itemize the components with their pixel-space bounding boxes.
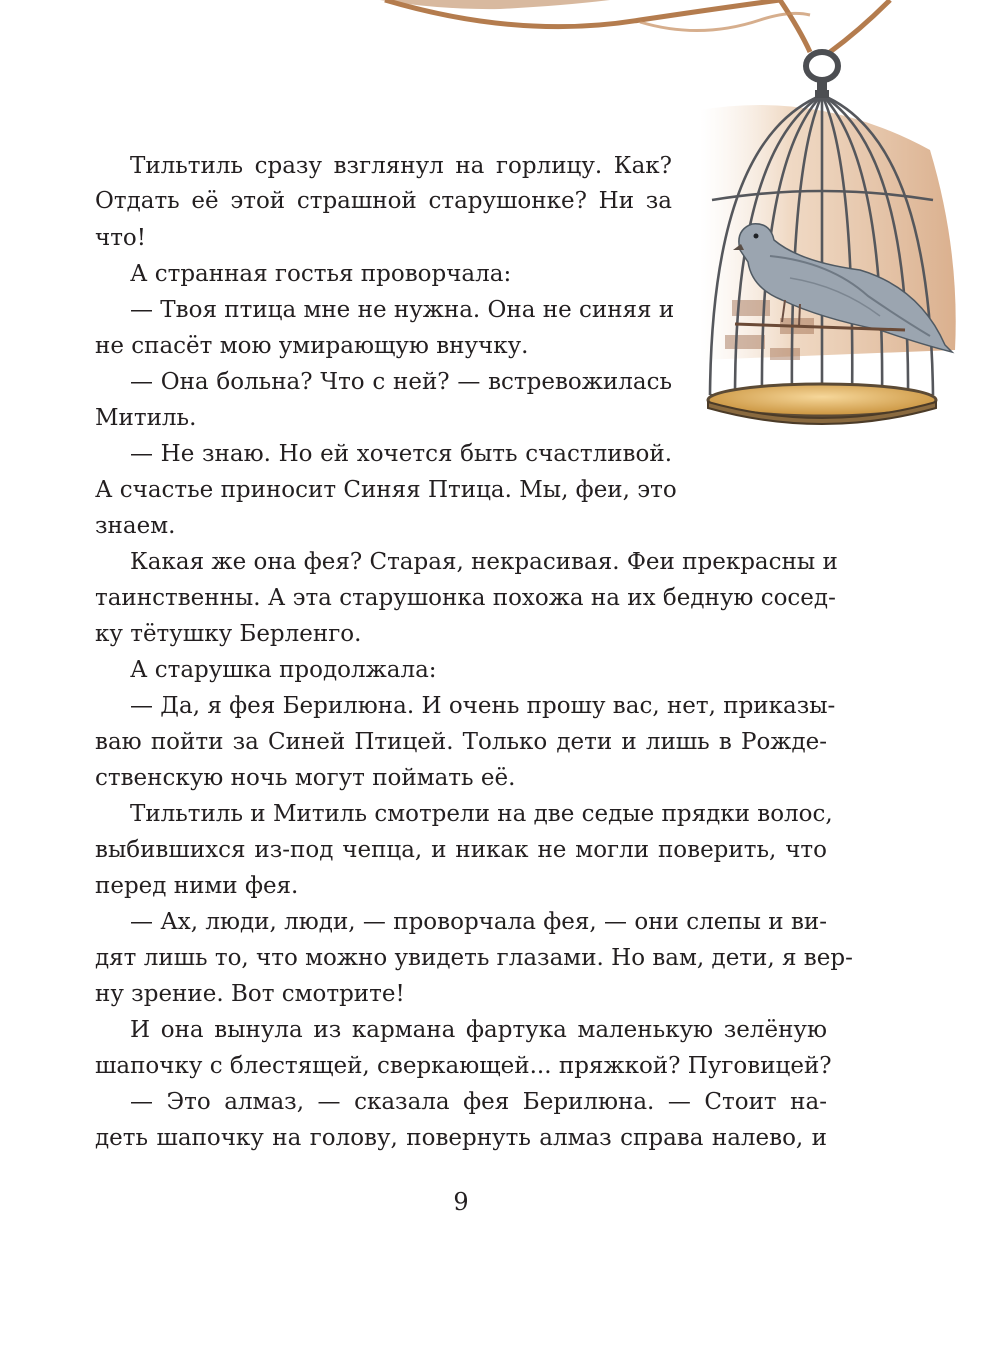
text-line: ваю пойти за Синей Птицей. Только дети и лишь в Рожде- [95, 729, 827, 755]
text-line: ственскую ночь могут поймать её. [95, 765, 516, 791]
text-line: Отдать её этой страшной старушонке? Ни за [95, 188, 672, 214]
text-line: шапочку с блестящей, сверкающей... пряжкой? Пуговицей? [95, 1053, 832, 1079]
text-line: перед ними фея. [95, 873, 299, 899]
text-line: И она вынула из кармана фартука маленькую зелёную [130, 1017, 827, 1043]
text-line: что! [95, 225, 147, 251]
text-line: не спасёт мою умирающую внучку. [95, 333, 529, 359]
text-line: Тильтиль сразу взглянул на горлицу. Как? [130, 153, 672, 179]
text-line: — Да, я фея Берилюна. И очень прошу вас, нет, приказы- [130, 693, 836, 719]
text-line: А странная гостья проворчала: [130, 261, 512, 287]
text-line: Тильтиль и Митиль смотрели на две седые прядки волос, [130, 801, 833, 827]
text-line: — Это алмаз, — сказала фея Берилюна. — Стоит на- [130, 1089, 827, 1115]
text-line: деть шапочку на голову, повернуть алмаз справа налево, и [95, 1125, 827, 1151]
text-line: таинственны. А эта старушонка похожа на их бедную сосед- [95, 585, 836, 611]
text-line: — Твоя птица мне не нужна. Она не синяя и [130, 297, 675, 323]
text-line: — Ах, люди, люди, — проворчала фея, — они слепы и ви- [130, 909, 827, 935]
text-line: — Не знаю. Но ей хочется быть счастливой. [130, 441, 672, 467]
text-line: дят лишь то, что можно увидеть глазами. Но вам, дети, я вер- [95, 945, 853, 971]
text-line: знаем. [95, 513, 176, 539]
text-line: выбившихся из-под чепца, и никак не могли поверить, что [95, 837, 827, 863]
text-line: А счастье приносит Синяя Птица. Мы, феи, это [95, 477, 677, 503]
page-number: 9 [453, 1188, 469, 1216]
text-line: Митиль. [95, 405, 197, 431]
text-line: Какая же она фея? Старая, некрасивая. Феи прекрасны и [130, 549, 838, 575]
text-line: А старушка продолжала: [130, 657, 437, 683]
text-line: ку тётушку Берленго. [95, 621, 362, 647]
text-line: ну зрение. Вот смотрите! [95, 981, 405, 1007]
text-line: — Она больна? Что с ней? — встревожилась [130, 369, 672, 395]
cage-ring [806, 52, 838, 80]
